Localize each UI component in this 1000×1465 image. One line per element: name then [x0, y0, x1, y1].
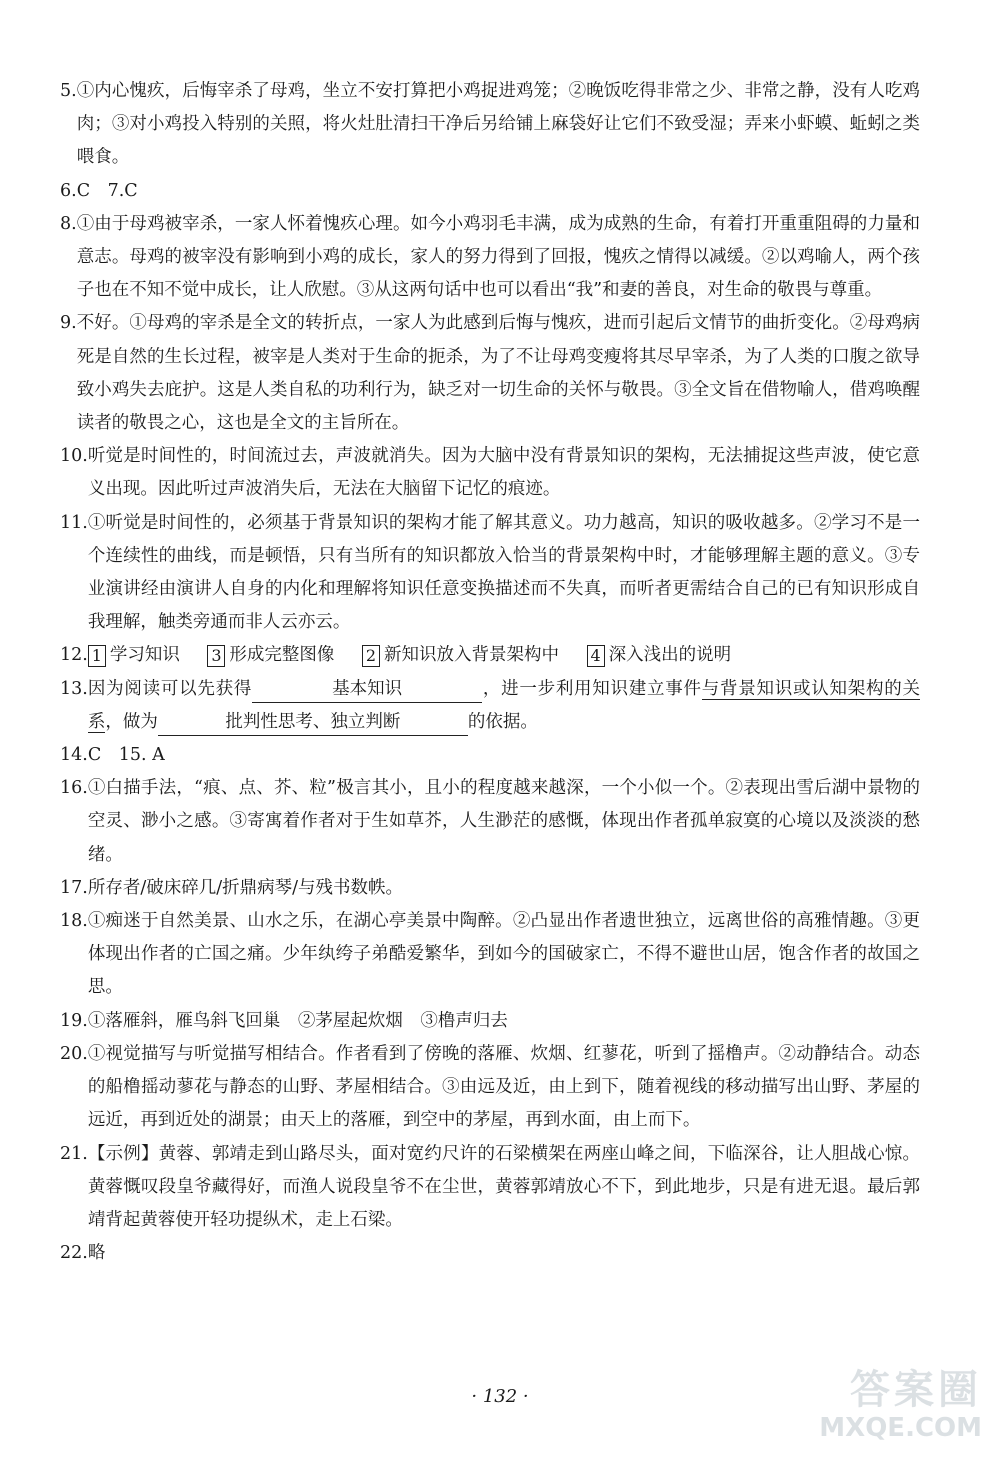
answer-12	[60, 639, 920, 672]
order-box: 2	[362, 645, 380, 667]
answer-17	[60, 872, 920, 905]
answer-number: 22.	[60, 1243, 88, 1264]
answer-text: ①内心愧疚，后悔宰杀了母鸡，坐立不安打算把小鸡捉进鸡笼；②晚饭吃得非常之少、非常之静，没有人吃鸡肉；③对小鸡投入特别的关照，将火灶肚清扫干净后另给铺上麻袋好让它们不致受湿；弄来小虾蟆、蚯蚓之类喂食。	[76, 81, 920, 168]
order-box: 3	[207, 645, 225, 667]
answer-5	[60, 75, 920, 175]
answer-10	[60, 440, 920, 506]
watermark-url: MXQE.COM	[819, 1413, 982, 1443]
order-box: 1	[88, 645, 106, 667]
answer-text: 所存者/破床碎几/折鼎病琴/与残书数帙。	[87, 877, 404, 898]
answer-text: C 15. A	[87, 745, 165, 766]
answer-number: 20.	[60, 1043, 88, 1064]
answer-number: 19.	[60, 1010, 88, 1031]
answer-text: 略	[87, 1243, 106, 1264]
answer-number: 9.	[60, 313, 77, 334]
answer-text: 【示例】黄蓉、郭靖走到山路尽头，面对宽约尺许的石梁横架在两座山峰之间，下临深谷，让人胆战心惊。黄蓉慨叹段皇爷藏得好，而渔人说段皇爷不在尘世，黄蓉郭靖放心不下，到此地步，只是有进无退。最后郭靖背起黄蓉使开轻功提纵术，走上石梁。	[87, 1143, 920, 1230]
sequence-label: 学习知识	[109, 645, 180, 666]
fill-in-answer	[88, 673, 920, 739]
fill-blank-1: 基本知识	[252, 676, 482, 703]
order-box: 4	[587, 645, 605, 667]
fill-blank-3: 批判性思考、独立判断	[158, 709, 468, 736]
answer-number: 18.	[60, 911, 88, 932]
text-segment: ，进一步利用知识建立事件	[482, 678, 702, 699]
answer-13	[60, 673, 920, 739]
sequence-item	[587, 645, 732, 665]
text-segment: ，做为	[105, 711, 158, 732]
answer-text: 不好。①母鸡的宰杀是全文的转折点，一家人为此感到后悔与愧疚，进而引起后文情节的曲折变化。②母鸡病死是自然的生长过程，被宰是人类对于生命的扼杀，为了不让母鸡变瘦将其尽早宰杀，为了人类的口腹之欲导致小鸡失去庇护。这是人类自私的功利行为，缺乏对一切生命的关怀与敬畏。③全文旨在借物喻人，借鸡唤醒读者的敬畏之心，这也是全文的主旨所在。	[76, 313, 920, 434]
answer-number: 16.	[60, 778, 88, 799]
answer-number: 11.	[60, 512, 88, 533]
answer-number: 6.	[60, 180, 77, 201]
answer-11	[60, 507, 920, 640]
answer-number: 12.	[60, 645, 88, 666]
answer-number: 13.	[60, 678, 88, 699]
answer-text: ①由于母鸡被宰杀，一家人怀着愧疚心理。如今小鸡羽毛丰满，成为成熟的生命，有着打开重重阻碍的力量和意志。母鸡的被宰没有影响到小鸡的成长，家人的努力得到了回报，愧疚之情得以减缓。②以鸡喻人，两个孩子也在不知不觉中成长，让人欣慰。③从这两句话中也可以看出“我”和妻的善良，对生命的敬畏与尊重。	[76, 213, 920, 301]
answer-list	[60, 75, 920, 1270]
answer-16	[60, 772, 920, 872]
sequence-item	[362, 645, 559, 665]
sequence-item	[207, 645, 334, 665]
answer-number: 8.	[60, 213, 77, 234]
answer-9	[60, 307, 920, 440]
answer-14-15	[60, 739, 920, 772]
answer-20	[60, 1038, 920, 1138]
watermark-logo-text: 答案圈	[850, 1367, 982, 1413]
answer-number: 21.	[60, 1143, 88, 1164]
sequence-label: 深入浅出的说明	[608, 645, 732, 666]
answer-text: ①痴迷于自然美景、山水之乐，在湖心亭美景中陶醉。②凸显出作者遗世独立，远离世俗的高雅情趣。③更体现出作者的亡国之痛。少年纨绔子弟酷爱繁华，到如今的国破家亡，不得不避世山居，饱含作者的故国之思。	[87, 911, 920, 998]
answer-6-7	[60, 175, 920, 208]
answer-text: ①听觉是时间性的，必须基于背景知识的架构才能了解其意义。功力越高，知识的吸收越多。②学习不是一个连续性的曲线，而是顿悟，只有当所有的知识都放入恰当的背景架构中时，才能够理解主题的意义。③专业演讲经由演讲人自身的内化和理解将知识任意变换描述而不失真，而听者更需结合自己的已有知识形成自我理解，触类旁通而非人云亦云。	[87, 512, 920, 633]
site-watermark	[772, 1367, 982, 1451]
answer-text: C 7.C	[76, 180, 138, 201]
answer-number: 5.	[60, 81, 77, 101]
answer-sequence	[88, 639, 920, 672]
page-number: · 132 ·	[471, 1386, 529, 1407]
answer-number: 10.	[60, 446, 88, 467]
answer-18	[60, 905, 920, 1005]
sequence-label: 形成完整图像	[229, 645, 335, 666]
answer-text: ①落雁斜，雁鸟斜飞回巢 ②茅屋起炊烟 ③橹声归去	[87, 1010, 508, 1031]
answer-text: 听觉是时间性的，时间流过去，声波就消失。因为大脑中没有背景知识的架构，无法捕捉这些声波，使它意义出现。因此听过声波消失后，无法在大脑留下记忆的痕迹。	[87, 446, 920, 500]
answer-21	[60, 1138, 920, 1238]
text-segment: 的依据。	[467, 711, 538, 732]
fill-blank-2: 与背景知识或认知架构的关系	[87, 678, 921, 732]
answer-19	[60, 1005, 920, 1038]
answer-number: 14.	[60, 745, 88, 766]
answer-text: ①白描手法，“痕、点、芥、粒”极言其小，且小的程度越来越深，一个小似一个。②表现出雪后湖中景物的空灵、渺小之感。③寄寓着作者对于生如草芥，人生渺茫的感慨，体现出作者孤单寂寞的心境以及淡淡的愁绪。	[87, 778, 920, 865]
text-segment: 因为阅读可以先获得	[87, 678, 253, 699]
answer-text: ①视觉描写与听觉描写相结合。作者看到了傍晚的落雁、炊烟、红蓼花，听到了摇橹声。②动静结合。动态的船橹摇动蓼花与静态的山野、茅屋相结合。③由远及近，由上到下，随着视线的移动描写出山野、茅屋的远近，再到近处的湖景；由天上的落雁，到空中的茅屋，再到水面，由上而下。	[87, 1043, 920, 1131]
sequence-label: 新知识放入背景架构中	[384, 645, 559, 666]
answer-number: 17.	[60, 877, 88, 898]
answer-22	[60, 1237, 920, 1270]
answer-8	[60, 208, 920, 308]
sequence-item	[88, 645, 180, 665]
